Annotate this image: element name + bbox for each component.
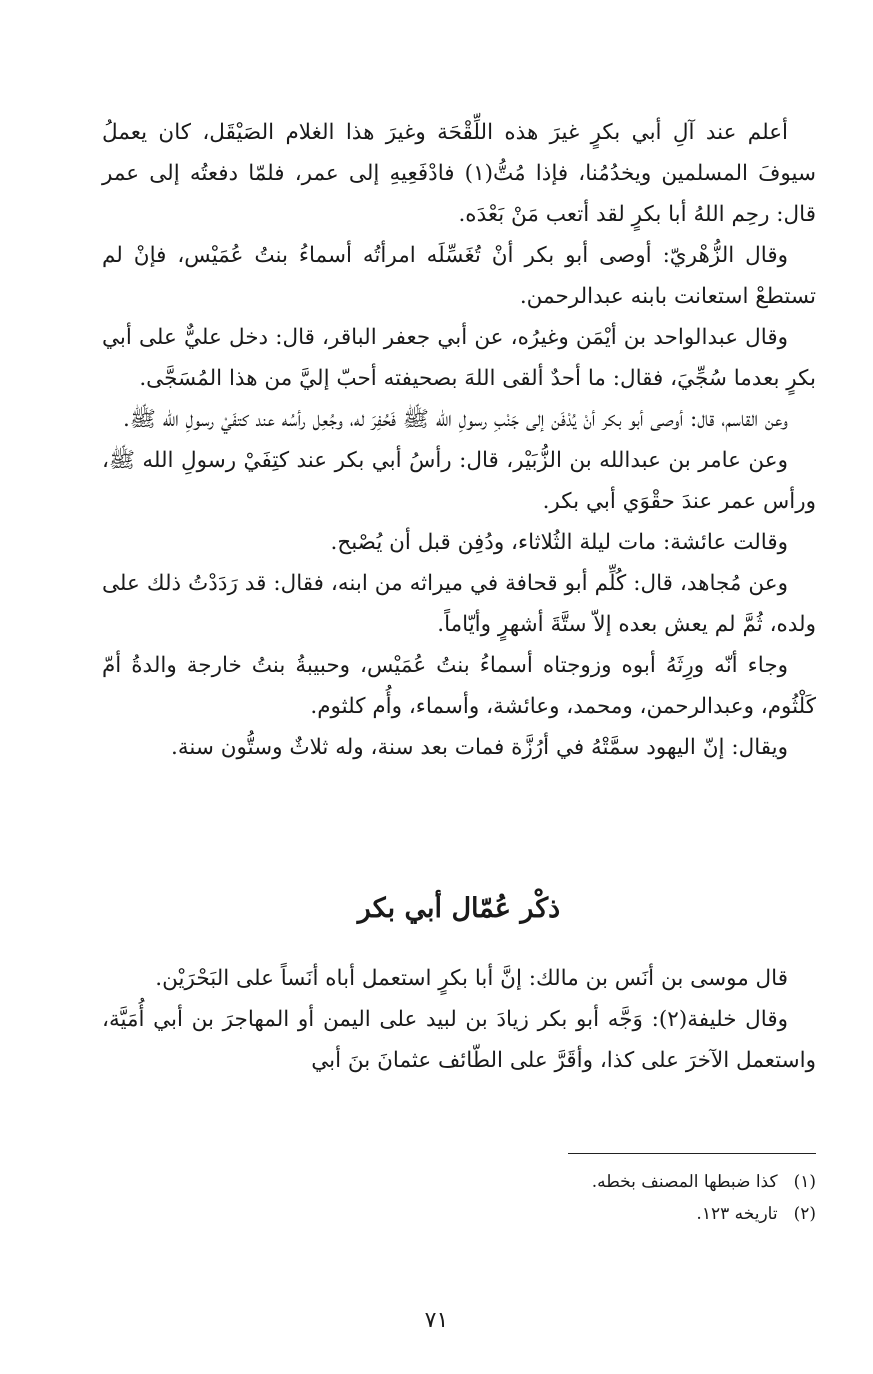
main-text-block bbox=[102, 112, 816, 768]
footnotes bbox=[102, 1166, 816, 1230]
footnote-item bbox=[102, 1166, 816, 1198]
footnote-number: (٢) bbox=[793, 1204, 816, 1224]
footnote-item bbox=[102, 1198, 816, 1230]
paragraph: وقالت عائشة: مات ليلة الثُلاثاء، ودُفِن قبل أن يُصْبح. bbox=[330, 530, 788, 555]
footnote-text: تاريخه ١٢٣. bbox=[696, 1204, 778, 1224]
paragraph: وجاء أنّه ورِثَهُ أبوه وزوجتاه أسماءُ بنتُ عُمَيْس، وحبيبةُ بنتُ خارجة والدةُ أمّ كَلْثُوم، وعبدالرحمن، ومحمد، وعائشة، وأسماء، وأُم كلثوم. bbox=[102, 653, 816, 719]
paragraph: قال موسى بن أنَس بن مالك: إنَّ أبا بكرٍ استعمل أباه أنَساً على البَحْرَيْن. bbox=[155, 966, 788, 991]
footnote-divider bbox=[568, 1153, 816, 1154]
footnote-text: كذا ضبطها المصنف بخطه. bbox=[591, 1172, 778, 1192]
paragraph: وقال عبدالواحد بن أيْمَن وغيرُه، عن أبي جعفر الباقر، قال: دخل عليٌّ على أبي بكرٍ بعدما سُجِّيَ، فقال: ما أحدٌ ألقى اللهَ بصحيفته أحبّ إليَّ من هذا المُسَجَّى. bbox=[102, 325, 816, 391]
section-heading: ذكْر عُمّال أبي بكر bbox=[357, 893, 561, 924]
paragraph: وعن القاسم، قال: أوصى أبو بكر أنْ يُدْفَن إلى جَنْبِ رسولِ الله ﷺ فَحُفِرَ له، وجُعِل رأسُه عند كتفَيْ رسولِ الله ﷺ. bbox=[122, 407, 788, 432]
paragraph: وعن عامر بن عبدالله بن الزُّبَيْر، قال: رأسُ أبي بكر عند كتِفَيْ رسولِ الله ﷺ، ورأس عمر عندَ حقْوَي أبي بكر. bbox=[102, 448, 816, 514]
paragraph: وعن مُجاهد، قال: كُلِّم أبو قحافة في ميراثه من ابنه، فقال: قد رَدَدْتُ ذلك على ولده، ثُمَّ لم يعش بعده إلاّ ستَّةَ أشهرٍ وأيّاماً. bbox=[102, 571, 816, 637]
paragraph: ويقال: إنّ اليهود سمَّتْهُ في أرُزَّة فمات بعد سنة، وله ثلاثٌ وستُّون سنة. bbox=[171, 735, 788, 760]
footnote-number: (١) bbox=[793, 1172, 816, 1192]
paragraph: وقال خليفة(٢): وَجَّه أبو بكر زيادَ بن لبيد على اليمن أو المهاجرَ بن أبي أُمَيَّة، واستعمل الآخرَ على كذا، وأقَرَّ على الطّائف عثمانَ بنَ أبي bbox=[102, 1007, 816, 1073]
paragraph: وقال الزُّهْريّ: أوصى أبو بكر أنْ تُغَسِّلَه امرأتُه أسماءُ بنتُ عُمَيْس، فإنْ لم تستطعْ استعانت بابنه عبدالرحمن. bbox=[102, 243, 816, 309]
page-number: ٧١ bbox=[424, 1308, 449, 1333]
section-text-block bbox=[102, 958, 816, 1081]
paragraph: أعلم عند آلِ أبي بكرٍ غيرَ هذه اللِّقْحَة وغيرَ هذا الغلام الصَيْقَل، كان يعملُ سيوفَ المسلمين ويخدُمُنا، فإذا مُتُّ(١) فادْفَعِيهِ إلى عمر، فلمّا دفعتُه إلى عمر قال: رحِم اللهُ أبا بكرٍ لقد أتعب مَنْ بَعْدَه. bbox=[102, 120, 816, 227]
